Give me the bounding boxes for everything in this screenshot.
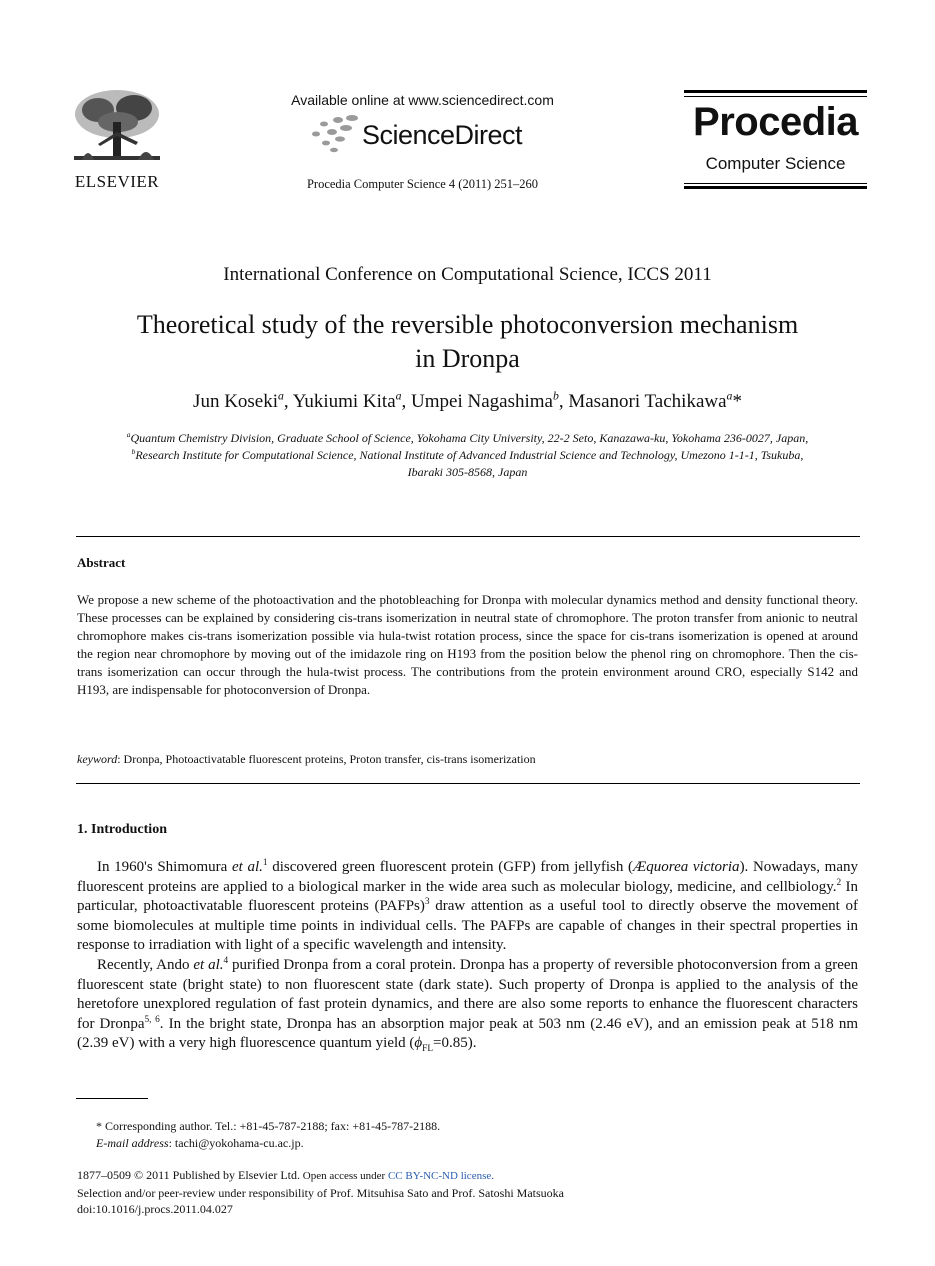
- text-run: Recently, Ando: [97, 956, 194, 973]
- citation: 3: [424, 897, 430, 908]
- affiliation-a-mark: a: [126, 430, 131, 439]
- author-separator: ,: [401, 391, 412, 412]
- open-access-text: Open access under: [300, 1170, 388, 1182]
- text-run: discovered green fluorescent protein (GFP) from jellyfish (: [267, 859, 633, 875]
- text-run: et al.: [231, 859, 263, 875]
- doi: doi:10.1016/j.procs.2011.04.027: [77, 1202, 233, 1216]
- text-run: . In the bright state, Dronpa has an absorption major peak at 503 nm (2.46 eV), and an emission peak at 518 nm (2.39 eV) with a very high fluorescence quantum yield (: [77, 1015, 859, 1052]
- footnotes: [96, 1118, 440, 1152]
- copyright-text: 1877–0509 © 2011 Published by Elsevier Ltd.: [77, 1168, 300, 1182]
- author-affiliation-mark: a: [395, 389, 402, 403]
- author-name: Masanori Tachikawa: [568, 391, 727, 412]
- section-heading: 1. Introduction: [77, 822, 167, 837]
- subscript: FL: [422, 1044, 434, 1055]
- keywords: [77, 752, 858, 767]
- title-line-2: in Dronpa: [415, 344, 520, 373]
- available-online-text: Available online at www.sciencedirect.com: [291, 92, 554, 108]
- keywords-text: : Dronpa, Photoactivatable fluorescent proteins, Proton transfer, cis-trans isomerization: [117, 752, 536, 766]
- affiliation-b-text: Research Institute for Computational Science, National Institute of Advanced Industrial Science and Technology, Umezono 1-1-1, Tsukuba,: [135, 448, 804, 462]
- affiliation-b-line-2: Ibaraki 305-8568, Japan: [407, 465, 528, 479]
- journal-reference: Procedia Computer Science 4 (2011) 251–260: [306, 177, 539, 191]
- copyright-block: [77, 1167, 564, 1218]
- sciencedirect-dots-icon: [306, 112, 362, 156]
- citation: 4: [223, 955, 229, 966]
- elsevier-tree-icon: [68, 88, 166, 170]
- citation: 2: [836, 877, 842, 888]
- corresponding-author-note: * Corresponding author. Tel.: +81-45-787-2188; fax: +81-45-787-2188.: [96, 1119, 441, 1133]
- copyright-line: [77, 1167, 564, 1185]
- author-affiliation-mark: a: [278, 389, 284, 403]
- affiliations: [78, 430, 857, 481]
- footnote-rule: [76, 1098, 148, 1099]
- email-label: E-mail address: [96, 1136, 169, 1150]
- email-address[interactable]: : tachi@yokohama-cu.ac.jp.: [168, 1136, 304, 1150]
- procedia-bottom-rule: [684, 186, 867, 189]
- text-run: ). Nowadays, many fluorescent proteins are applied to a biological marker in the wide area such as molecular biology, medicine, and cellbiology.: [77, 859, 858, 895]
- author-affiliation-mark: b: [552, 389, 559, 403]
- email-note: [96, 1135, 440, 1152]
- affiliation-b-mark: b: [131, 447, 136, 456]
- elsevier-logo: [68, 88, 166, 192]
- procedia-logo: [684, 90, 867, 190]
- introduction-body: [77, 858, 858, 1060]
- affiliation-a-text: Quantum Chemistry Division, Graduate School of Science, Yokohama City University, 22-2 Seto, Kanazawa-ku, Yokohama 236-0027, Japan,: [130, 431, 809, 445]
- corresponding-mark: *: [732, 391, 742, 412]
- author-name: Yukiumi Kita: [292, 391, 396, 412]
- keywords-label: keyword: [77, 752, 118, 766]
- sciencedirect-wordmark: ScienceDirect: [362, 120, 523, 150]
- procedia-top-thin-rule: [684, 96, 867, 97]
- author-name: Umpei Nagashima: [411, 391, 553, 412]
- author-name: Jun Koseki: [193, 391, 279, 412]
- procedia-top-rule: [684, 90, 867, 93]
- license-link[interactable]: CC BY-NC-ND license.: [387, 1170, 494, 1182]
- title-line-1: Theoretical study of the reversible photoconversion mechanism: [136, 310, 799, 339]
- text-run: =0.85).: [433, 1035, 477, 1052]
- affiliation-a: [78, 430, 857, 447]
- text-run: In 1960's Shimomura: [97, 859, 232, 875]
- author-separator: ,: [283, 391, 293, 412]
- author-separator: ,: [558, 391, 569, 412]
- species-name: Æquorea victoria: [632, 859, 740, 875]
- citation: 1: [262, 858, 268, 868]
- publisher-name: ELSEVIER: [74, 172, 160, 191]
- citation: 5, 6: [144, 1014, 160, 1025]
- procedia-name: Procedia: [693, 100, 858, 144]
- author-list: [80, 391, 855, 413]
- conference-name: International Conference on Computational Science, ICCS 2011: [223, 264, 712, 285]
- divider-top: [76, 536, 860, 537]
- sciencedirect-logo: [306, 112, 546, 156]
- affiliation-b: [78, 447, 857, 464]
- text-run: draw attention as a useful tool to directly observe the movement of some biomolecules at multiple time points in individual cells. The PAFPs are capable of changes in their spectral properties in response to irradiation with light of a specific wavelength and intensity.: [77, 898, 858, 954]
- text-run: In particular, photoactivatable fluorescent proteins (PAFPs): [77, 878, 858, 915]
- author-affiliation-mark: a: [726, 389, 733, 403]
- paragraph: [77, 956, 858, 1060]
- abstract-heading: Abstract: [77, 555, 126, 570]
- divider-bottom: [76, 783, 860, 784]
- paper-title: [80, 308, 855, 376]
- phi-symbol: ϕ: [414, 1035, 423, 1052]
- paragraph: [77, 858, 858, 956]
- text-run: purified Dronpa from a coral protein. Dronpa has a property of reversible photoconversion from a green fluorescent state (bright state) to non fluorescent state (dark state). Such property of Dronpa is applied to the analysis of the heretofore unexplored regulation of fast protein dynamics, and there are also some reports to enhance the fluorescent characters for Dronpa: [77, 956, 859, 1032]
- procedia-bottom-thin-rule: [684, 183, 867, 184]
- procedia-subtitle: Computer Science: [705, 154, 846, 173]
- abstract-text: We propose a new scheme of the photoactivation and the photobleaching for Dronpa with molecular dynamics method and density functional theory. These processes can be explained by considering cis-trans isomerization in neutral state of chromophore. The proton transfer from anionic to neutral chromophore makes cis-trans isomerization possible via hula-twist rotation process, since the space for cis-trans isomerization is opened at around the region near chromophore by moving out of the imidazole ring on H193 from the position below the phenol ring on chromophore. Then the cis-trans isomerization can occur through the hula-twist process. The contributions from the protein environment around CRO, especially S142 and H193, are indispensable for photoconversion of Dronpa.: [77, 592, 858, 697]
- text-run: et al.: [193, 956, 224, 973]
- peer-review-line: Selection and/or peer-review under responsibility of Prof. Mitsuhisa Sato and Prof. Satoshi Matsuoka: [77, 1185, 565, 1200]
